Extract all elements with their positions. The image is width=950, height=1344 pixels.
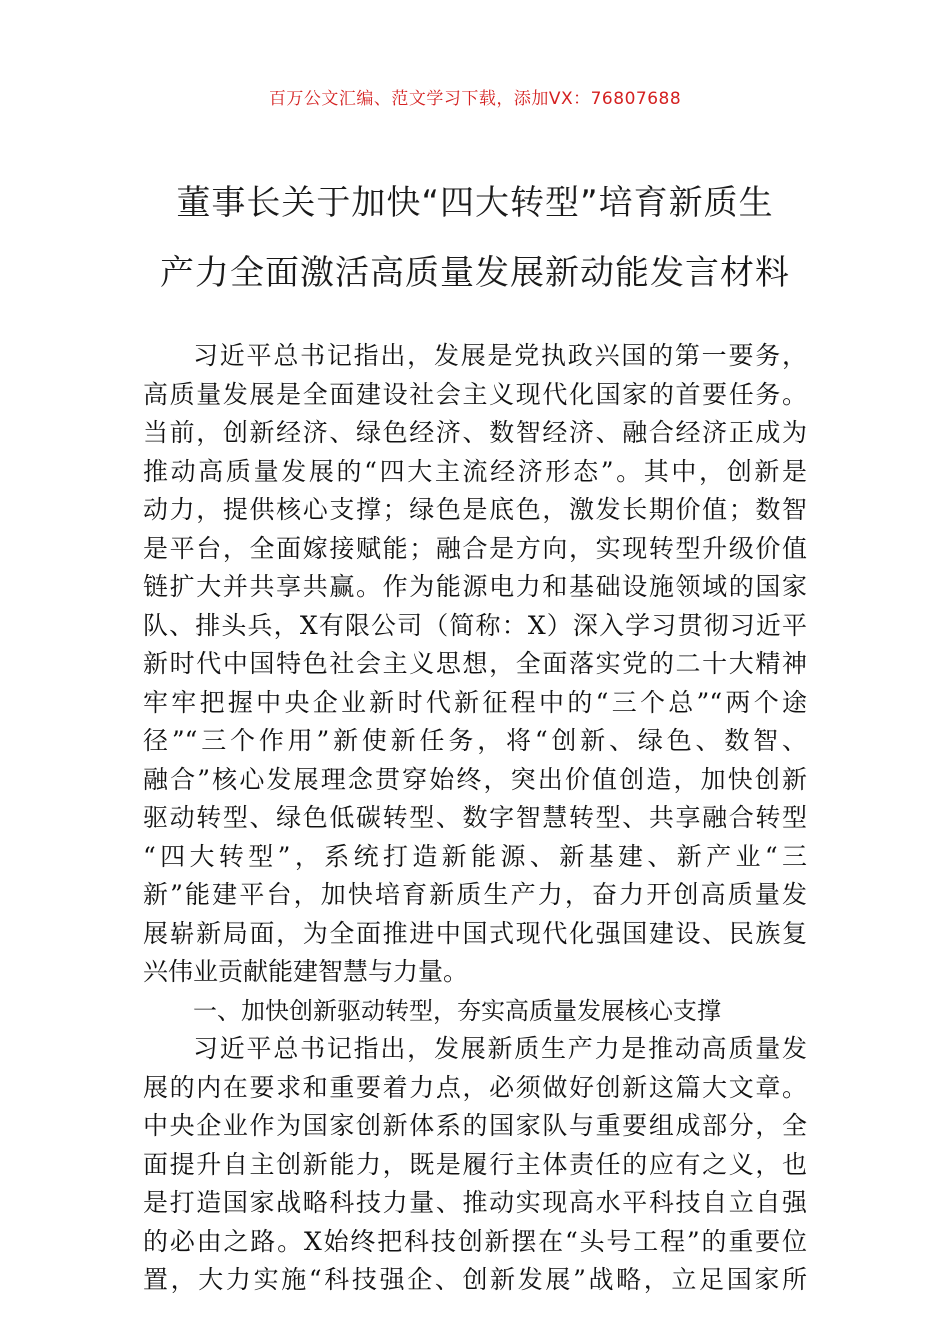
paragraph-section-1 (143, 1030, 807, 1300)
paragraph-line: 当前，创新经济、绿色经济、数智经济、融合经济正成为 (143, 418, 807, 447)
paragraph-line: 置，大力实施“科技强企、创新发展”战略，立足国家所 (143, 1265, 807, 1294)
section-heading-1: 一、加快创新驱动转型，夯实高质量发展核心支撑 (193, 996, 721, 1025)
header-note: 百万公文汇编、范文学习下载，添加VX：76807688 (268, 89, 682, 109)
paragraph-line: 面提升自主创新能力，既是履行主体责任的应有之义，也 (143, 1149, 807, 1179)
paragraph-line: 的必由之路。X始终把科技创新摆在“头号工程”的重要位 (143, 1226, 807, 1256)
document-title (120, 168, 830, 308)
paragraph-line: 推动高质量发展的“四大主流经济形态”。其中，创新是 (143, 456, 807, 486)
paragraph-line: 新”能建平台，加快培育新质生产力，奋力开创高质量发 (143, 880, 807, 909)
paragraph-line: 是平台，全面嫁接赋能；融合是方向，实现转型升级价值 (143, 533, 807, 563)
paragraph-line: 动力，提供核心支撑；绿色是底色，激发长期价值；数智 (143, 495, 807, 524)
paragraph-intro (143, 337, 807, 992)
paragraph-line: 牢牢把握中央企业新时代新征程中的“三个总”“两个途 (143, 687, 807, 717)
paragraph-line: 是打造国家战略科技力量、推动实现高水平科技自立自强 (143, 1188, 807, 1217)
paragraph-line: 径”“三个作用”新使新任务，将“创新、绿色、数智、 (143, 726, 807, 755)
paragraph-line: 链扩大并共享共赢。作为能源电力和基础设施领域的国家 (143, 572, 807, 601)
paragraph-line: 新时代中国特色社会主义思想，全面落实党的二十大精神 (143, 649, 807, 678)
paragraph-line: 兴伟业贡献能建智慧与力量。 (143, 957, 469, 986)
paragraph-line: 习近平总书记指出，发展新质生产力是推动高质量发 (193, 1034, 807, 1063)
paragraph-line: 驱动转型、绿色低碳转型、数字智慧转型、共享融合转型 (143, 803, 807, 832)
paragraph-line: 习近平总书记指出，发展是党执政兴国的第一要务， (193, 341, 807, 370)
paragraph-line: 展崭新局面，为全面推进中国式现代化强国建设、民族复 (143, 918, 807, 948)
paragraph-line: 队、排头兵，X有限公司（简称：X）深入学习贯彻习近平 (143, 610, 807, 640)
title-line-2: 产力全面激活高质量发展新动能发言材料 (160, 253, 790, 293)
paragraph-line: 展的内在要求和重要着力点，必须做好创新这篇大文章。 (143, 1072, 807, 1102)
document-body (143, 337, 807, 1300)
title-line-1: 董事长关于加快“四大转型”培育新质生 (176, 183, 774, 223)
paragraph-line: 融合”核心发展理念贯穿始终，突出价值创造，加快创新 (143, 764, 807, 794)
paragraph-line: 中央企业作为国家创新体系的国家队与重要组成部分，全 (143, 1111, 807, 1140)
paragraph-line: 高质量发展是全面建设社会主义现代化国家的首要任务。 (143, 379, 807, 409)
paragraph-line: “四大转型”，系统打造新能源、新基建、新产业“三 (143, 841, 807, 871)
